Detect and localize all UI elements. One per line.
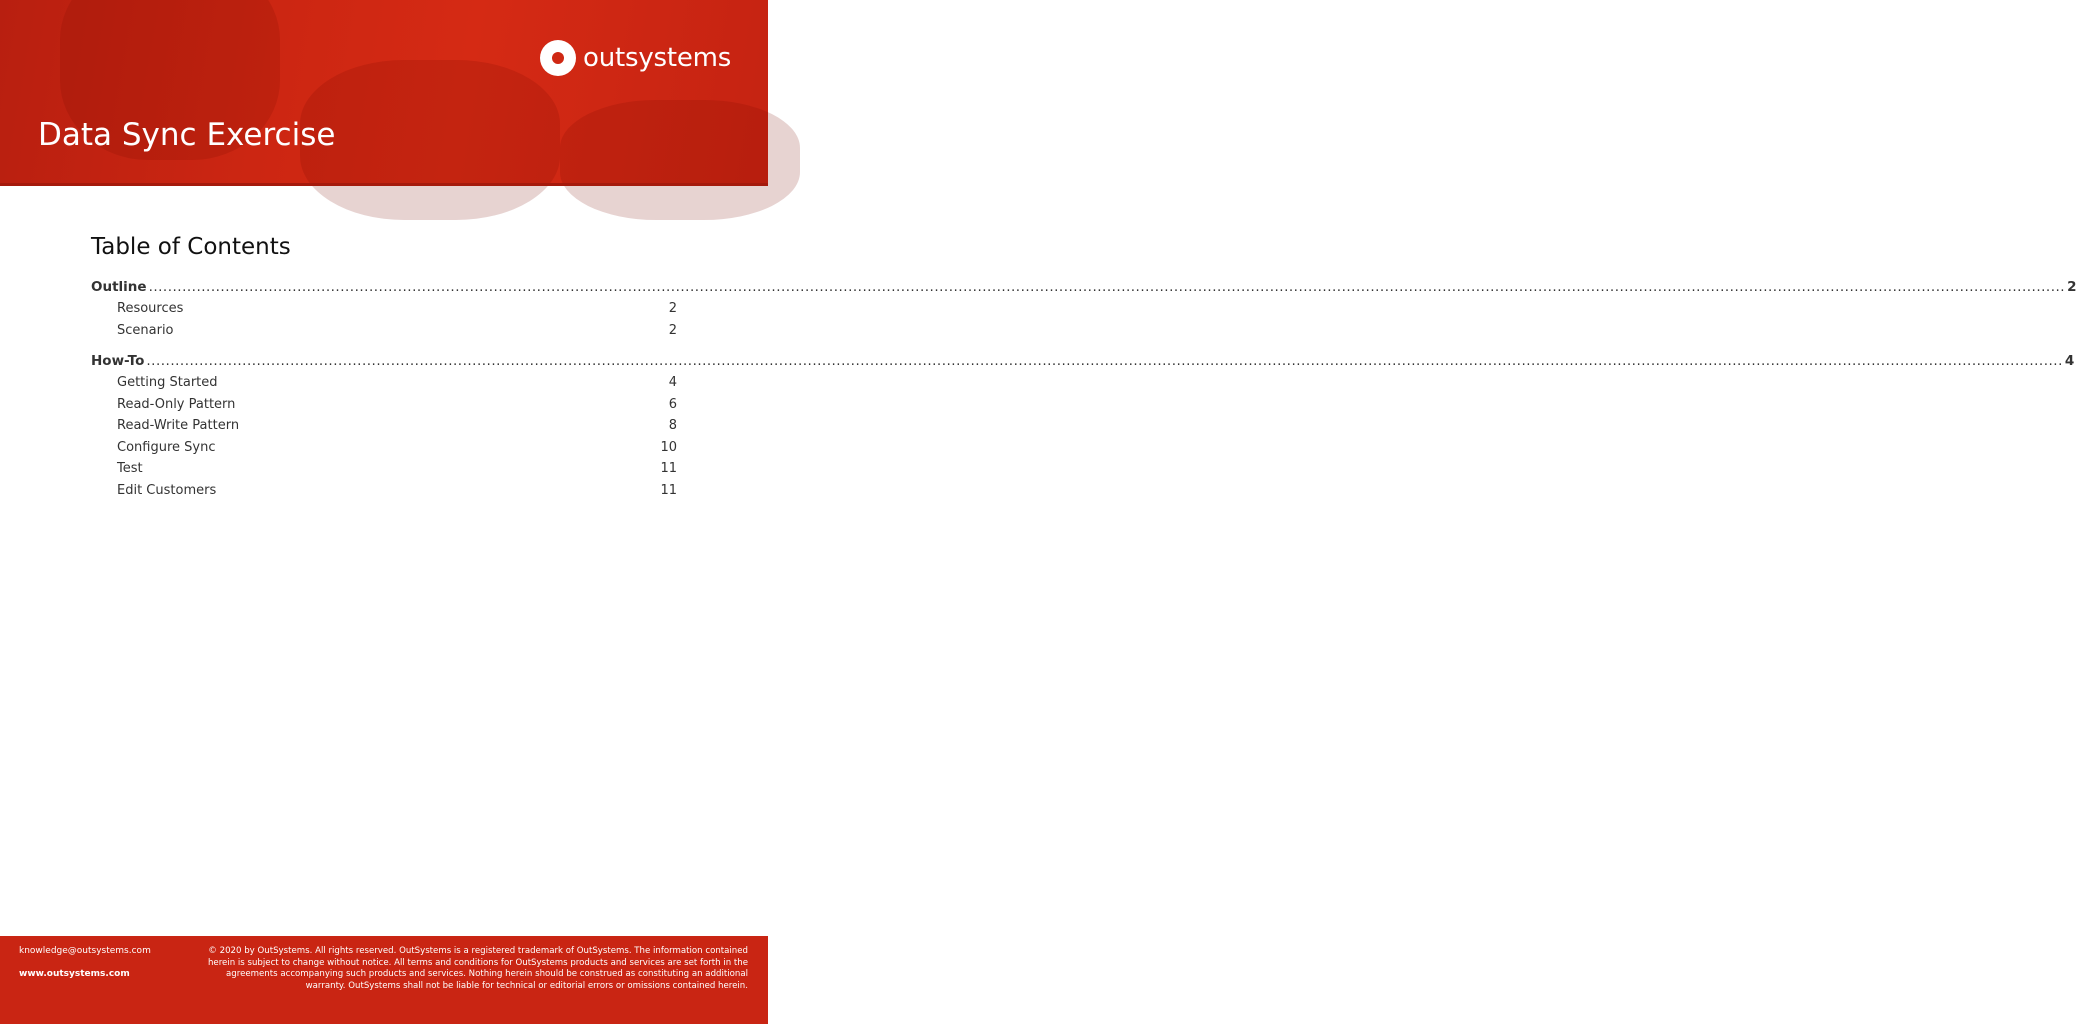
toc-page-number: 2 — [2067, 279, 2076, 295]
toc-entry-sub[interactable] — [91, 437, 677, 459]
toc-entry-label: Read-Write Pattern — [117, 418, 240, 433]
toc-entry-sub[interactable] — [91, 458, 677, 480]
banner-photo-shape — [300, 60, 560, 220]
footer-website-link[interactable]: www.outsystems.com — [19, 969, 130, 979]
toc-entry-main[interactable] — [91, 276, 2076, 298]
toc-entry-sub[interactable] — [91, 372, 677, 394]
outsystems-logo — [540, 40, 731, 76]
toc-page-number: 2 — [668, 301, 677, 316]
logo-text: outsystems — [583, 43, 732, 73]
toc-entry-label: How-To — [91, 353, 145, 369]
logo-mark-icon — [540, 40, 576, 76]
toc-entry-label: Read-Only Pattern — [117, 396, 236, 412]
toc-entry-sub[interactable] — [91, 298, 677, 320]
toc-entry-label: Configure Sync — [117, 439, 216, 455]
banner-divider — [0, 183, 768, 186]
toc-page-number: 4 — [668, 375, 677, 390]
toc-list — [91, 276, 2076, 501]
toc-section — [91, 276, 2076, 341]
banner-photo-shape — [560, 100, 800, 220]
toc-entry-label: Edit Customers — [117, 482, 217, 498]
toc-page-number: 6 — [668, 396, 677, 412]
toc-entry-main[interactable] — [91, 350, 2075, 372]
toc-page-number: 11 — [660, 461, 677, 476]
table-of-contents — [91, 232, 2076, 510]
toc-page-number: 8 — [668, 418, 677, 433]
toc-section — [91, 350, 2075, 501]
toc-page-number: 4 — [2064, 353, 2075, 369]
toc-page-number: 10 — [660, 439, 677, 455]
dot-leader: ................................................................................................................................................................................................................................................................................................................................................................................................................ — [146, 353, 2063, 369]
toc-entry-sub[interactable] — [91, 480, 677, 502]
toc-entry-label: Scenario — [117, 322, 174, 338]
toc-entry-label: Outline — [91, 279, 147, 295]
footer — [0, 936, 768, 1024]
toc-entry-sub[interactable] — [91, 320, 677, 342]
toc-entry-sub[interactable] — [91, 415, 677, 437]
dot-leader: ................................................................................................................................................................................................................................................................................................................................................................................................................ — [148, 279, 2066, 295]
footer-email-link[interactable]: knowledge@outsystems.com — [19, 946, 151, 956]
toc-entry-label: Test — [117, 461, 143, 476]
toc-entry-label: Resources — [117, 301, 184, 316]
toc-entry-sub[interactable] — [91, 394, 677, 416]
toc-entry-label: Getting Started — [117, 375, 218, 390]
toc-page-number: 2 — [668, 322, 677, 338]
document-title: Data Sync Exercise — [38, 117, 336, 153]
header-banner — [0, 0, 768, 186]
footer-legal-notice: © 2020 by OutSystems. All rights reserved. OutSystems is a registered trademark of OutSystems. The information contained herein is subject to change without notice. All terms and conditions for OutSystems products and services are set forth in the agreements accompanying such products and services. Nothing herein should be construed as constituting an additional warranty. OutSystems shall not be liable for technical or editorial errors or omissions contained herein. — [207, 946, 748, 991]
toc-heading: Table of Contents — [91, 234, 291, 260]
toc-page-number: 11 — [660, 482, 677, 498]
